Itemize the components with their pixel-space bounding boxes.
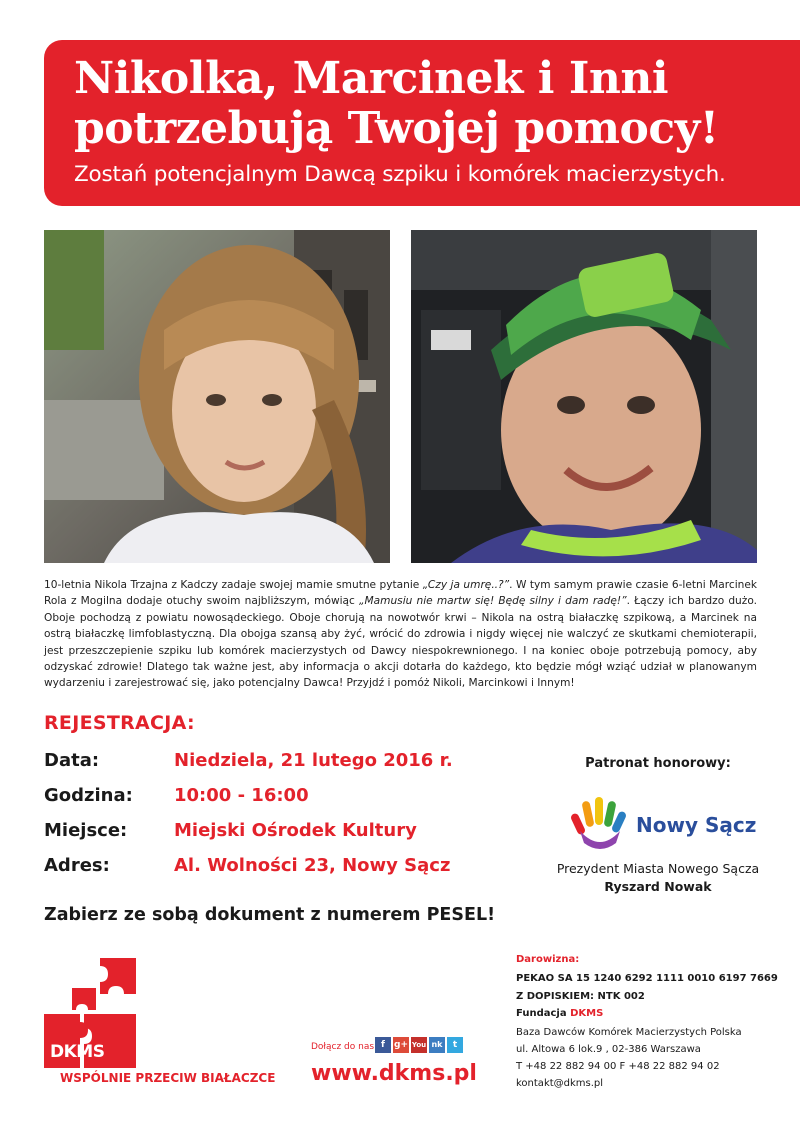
join-label: Dołącz do nas (311, 1042, 375, 1052)
info-value-time: 10:00 - 16:00 (174, 785, 309, 806)
info-value-address: Al. Wolności 23, Nowy Sącz (174, 855, 451, 876)
facebook-icon[interactable]: f (375, 1037, 391, 1053)
foundation-name (516, 1006, 603, 1021)
patron-line-2: Ryszard Nowak (604, 879, 712, 894)
twitter-icon[interactable]: t (447, 1037, 463, 1053)
donation-title: Darowizna: (516, 954, 580, 965)
patronage-title: Patronat honorowy: (585, 756, 731, 771)
info-label-address: Adres: (44, 855, 110, 876)
info-row-place (44, 820, 504, 850)
youtube-icon[interactable]: You (411, 1037, 427, 1053)
page-title (74, 54, 800, 154)
story-text (44, 577, 757, 692)
website-link[interactable]: www.dkms.pl (311, 1061, 477, 1086)
google-plus-icon[interactable]: g+ (393, 1037, 409, 1053)
nowy-sacz-logo (570, 793, 770, 851)
subtitle: Zostań potencjalnym Dawcą szpiku i komórek macierzystych. (74, 162, 726, 187)
transfer-note: Z DOPISKIEM: NTK 002 (516, 991, 645, 1002)
info-label-place: Miejsce: (44, 820, 128, 841)
story-part-3: . Łączy ich bardzo dużo. Oboje pochodzą z powiatu nowosądeckiego. Oboje chorują na nowotwór krwi – Nikola na ostrą białaczkę szpikową, a Marcinek na ostrą białaczkę limfoblastyczną. Dla obojga szansą aby żyć, wrócić do zdrowia i nigdy więcej nie walczyć ze skutkami chemioterapii, jest przeszczepienie szpiku lub komórek macierzystych od Dawcy niespokrewnionego. I na koniec oboje potrzebują pomocy, aby odzyskać zdrowie! Dlatego tak ważne jest, aby informacja o akcji dotarła do każdego, kto będzie mógł wziąć udział w planowanym wydarzeniu i zarejestrować się, jako potencjalny Dawca! Przyjdź i pomóż Nikoli, Marcinkowi i Innym! (44, 595, 757, 690)
foundation-org: Baza Dawców Komórek Macierzystych Polska (516, 1027, 742, 1038)
info-row-address (44, 855, 504, 885)
info-label-time: Godzina: (44, 785, 133, 806)
story-part-2: . W tym samym prawie czasie 6-letni Marcinek Rola z Mogilna dodaje otuchy swoim najbliższym, mówiąc (44, 579, 757, 608)
foundation-dkms: DKMS (570, 1008, 604, 1019)
photo-boy (411, 230, 757, 563)
social-bar (311, 1037, 471, 1057)
story-part-1: 10-letnia Nikola Trzajna z Kadczy zadaje swojej mamie smutne pytanie (44, 579, 423, 591)
patron-line-1: Prezydent Miasta Nowego Sącza (556, 861, 760, 876)
story-quote-2: „Mamusiu nie martw się! Będę silny i dam radę!” (359, 595, 627, 608)
photo-boy-illustration (411, 230, 757, 563)
hand-icon (570, 793, 630, 851)
foundation-email[interactable]: kontakt@dkms.pl (516, 1078, 604, 1089)
foundation-phone: T +48 22 882 94 00 F +48 22 882 94 02 (516, 1061, 720, 1072)
story-quote-1: „Czy ja umrę..?” (422, 579, 510, 591)
pesel-note: Zabierz ze sobą dokument z numerem PESEL! (44, 905, 496, 925)
photo-girl-illustration (44, 230, 390, 563)
foundation-address: ul. Altowa 6 lok.9 , 02-386 Warszawa (516, 1044, 701, 1055)
info-label-date: Data: (44, 750, 100, 771)
info-value-place: Miejski Ośrodek Kultury (174, 820, 417, 841)
title-line-1: Nikolka, Marcinek i Inni (74, 53, 669, 104)
photo-girl (44, 230, 390, 563)
info-row-time (44, 785, 504, 815)
info-row-date (44, 750, 504, 780)
info-value-date: Niedziela, 21 lutego 2016 r. (174, 750, 453, 771)
title-line-2: potrzebują Twojej pomocy! (74, 103, 719, 154)
bank-account: PEKAO SA 15 1240 6292 1111 0010 6197 7669 (516, 973, 778, 984)
dkms-logo (44, 958, 144, 1068)
patron-name (556, 860, 760, 896)
registration-title: REJESTRACJA: (44, 712, 195, 734)
dkms-logo-text: DKMS (50, 1042, 105, 1062)
dkms-slogan: WSPÓLNIE PRZECIW BIAŁACZCE (60, 1071, 276, 1085)
nk-icon[interactable]: nk (429, 1037, 445, 1053)
header-banner (44, 40, 800, 206)
foundation-prefix: Fundacja (516, 1008, 571, 1019)
city-logo-text: Nowy Sącz (636, 813, 757, 837)
